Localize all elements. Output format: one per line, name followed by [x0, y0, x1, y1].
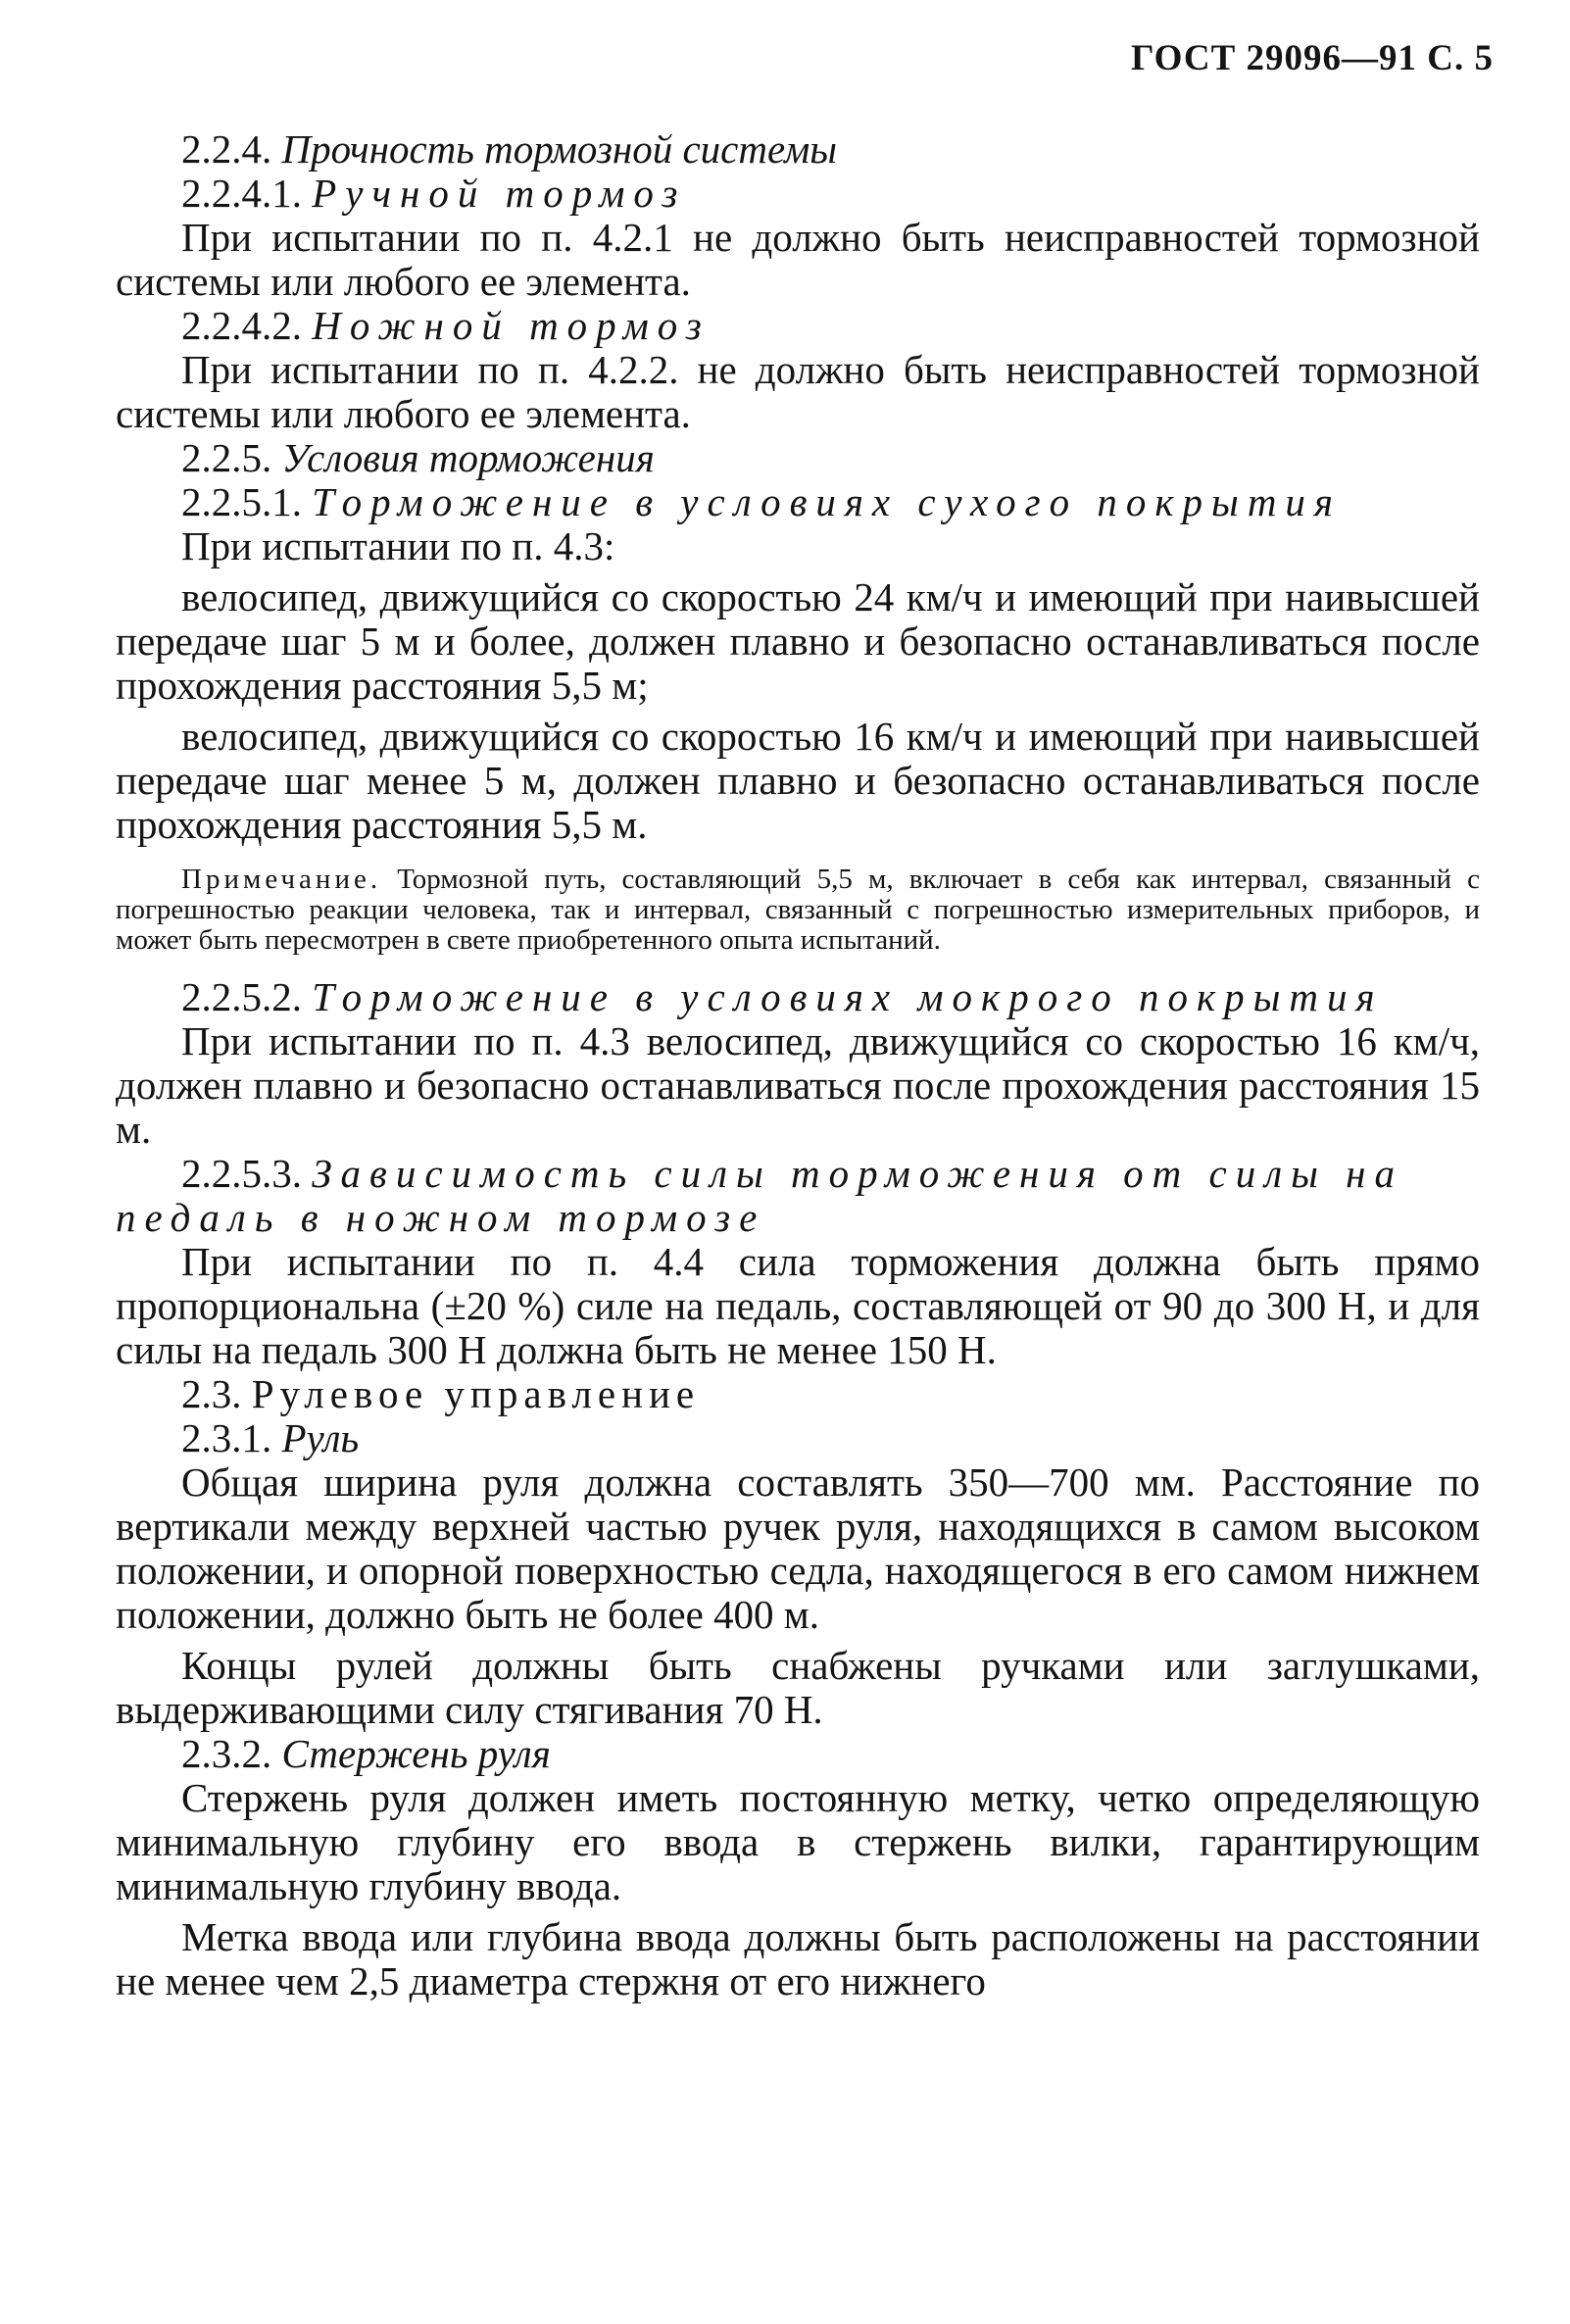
section-heading: 2.3. Рулевое управление	[181, 1371, 701, 1416]
document-body	[116, 127, 1480, 2003]
paragraph: При испытании по п. 4.2.1 не должно быть неисправностей тормозной системы или любого ее элемента.	[116, 215, 1480, 304]
paragraph: При испытании по п. 4.2.2. не должно быть неисправностей тормозной системы или любого ее элемента.	[116, 347, 1480, 436]
paragraph: При испытании по п. 4.4 сила торможения должна быть прямо пропорциональна (±20 %) силе на педаль, составляющей от 90 до 300 Н, и для силы на педаль 300 Н должна быть не менее 150 Н.	[116, 1239, 1480, 1372]
section-heading: 2.2.4.2. Ножной тормоз	[181, 303, 711, 348]
note-text: Тормозной путь, составляющий 5,5 м, включает в себя как интервал, связанный с погрешностью реакции человека, так и интервал, связанный с погрешностью измерительных приборов, и может быть пересмотрен в свете приобретенного опыта испытаний.	[116, 864, 1481, 956]
note-label: Примечание.	[181, 864, 382, 895]
paragraph: Концы рулей должны быть снабжены ручками или заглушками, выдерживающими силу стягивания 70 Н.	[116, 1643, 1480, 1732]
section-heading: 2.2.5. Условия торможения	[181, 435, 655, 480]
section-heading: 2.2.4.1. Ручной тормоз	[181, 171, 687, 216]
section-heading: 2.2.5.2. Торможение в условиях мокрого покрытия	[181, 974, 1384, 1019]
paragraph: При испытании по п. 4.3 велосипед, движущийся со скоростью 16 км/ч, должен плавно и безопасно останавливаться после прохождения расстояния 15 м.	[116, 1018, 1480, 1152]
note	[116, 865, 1480, 956]
section-heading: 2.3.2. Стержень руля	[181, 1731, 551, 1776]
paragraph: велосипед, движущийся со скоростью 24 км/ч и имеющий при наивысшей передаче шаг 5 м и более, должен плавно и безопасно останавливаться после прохождения расстояния 5,5 м;	[116, 574, 1480, 708]
paragraph: Общая ширина руля должна составлять 350—700 мм. Расстояние по вертикали между верхней частью ручек руля, находящихся в самом высоком положении, и опорной поверхностью седла, находящегося в его самом нижнем положении, должно быть не более 400 м.	[116, 1459, 1480, 1637]
section-heading: 2.3.1. Руль	[181, 1415, 360, 1460]
page-header: ГОСТ 29096—91 С. 5	[1131, 38, 1494, 78]
section-heading: 2.2.5.1. Торможение в условиях сухого покрытия	[181, 479, 1342, 524]
paragraph: велосипед, движущийся со скоростью 16 км/ч и имеющий при наивысшей передаче шаг менее 5 м, должен плавно и безопасно останавливаться после прохождения расстояния 5,5 м.	[116, 714, 1480, 847]
section-heading: 2.2.4. Прочность тормозной системы	[181, 126, 838, 172]
paragraph: При испытании по п. 4.3:	[181, 523, 615, 569]
paragraph: Стержень руля должен иметь постоянную метку, четко определяющую минимальную глубину его ввода в стержень вилки, гарантирующим минимальную глубину ввода.	[116, 1775, 1480, 1908]
paragraph: Метка ввода или глубина ввода должны быть расположены на расстоянии не менее чем 2,5 диаметра стержня от его нижнего	[116, 1914, 1480, 2003]
section-heading: 2.2.5.3. Зависимость силы торможения от силы на педаль в ножном тормозе	[116, 1151, 1403, 1240]
